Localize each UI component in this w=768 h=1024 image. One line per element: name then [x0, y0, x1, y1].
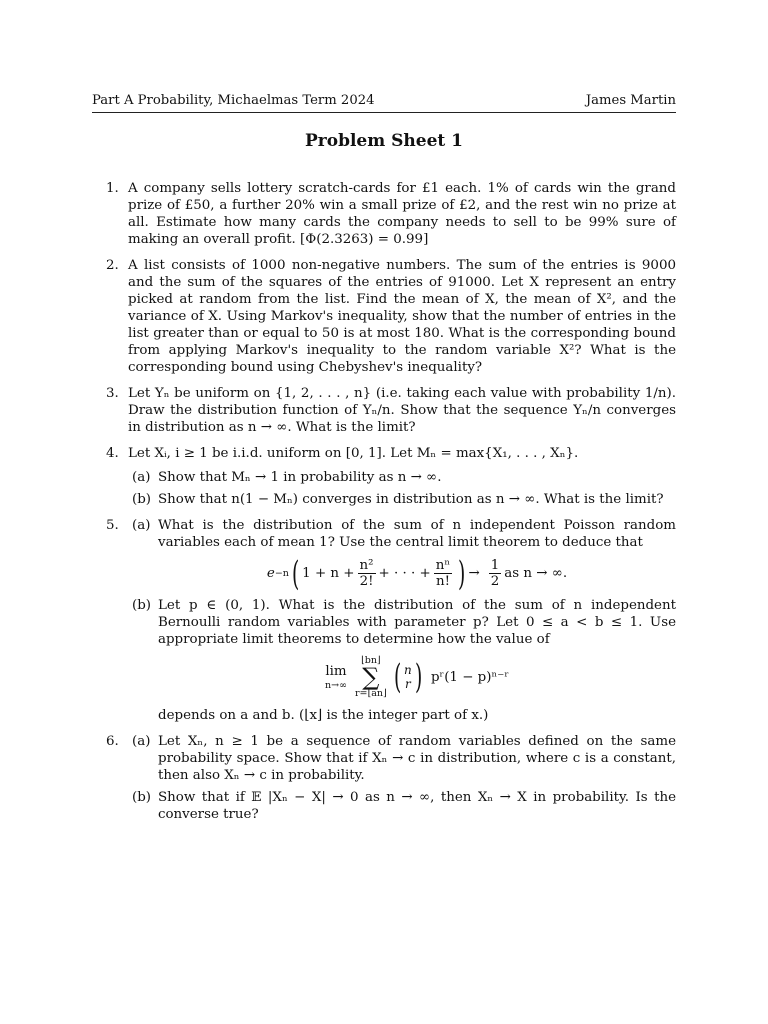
problem-4-part-b [128, 491, 676, 508]
part-label: (a) [132, 470, 151, 485]
problem-number: 5. [106, 518, 119, 533]
part-label: (a) [132, 518, 151, 533]
part-text: Show that Mₙ → 1 in probability as n → ∞. [158, 470, 442, 485]
frac-num: nⁿ [435, 558, 451, 573]
problem-number: 2. [106, 258, 119, 273]
page-title: Problem Sheet 1 [304, 131, 463, 151]
eq-term: pʳ(1 − p)ⁿ⁻ʳ [430, 669, 509, 685]
frac-den: n! [435, 574, 450, 589]
problem-1 [92, 180, 676, 248]
problem-number: 1. [106, 181, 119, 196]
frac-den: 2! [359, 574, 374, 589]
problem-3 [92, 385, 676, 436]
problem-number: 6. [106, 734, 119, 749]
problem-number: 4. [106, 446, 119, 461]
frac-num: 1 [490, 558, 500, 573]
problem-2 [92, 257, 676, 376]
part-text: Show that n(1 − Mₙ) converges in distribution as n → ∞. What is the limit? [158, 492, 664, 507]
part-text: Let Xₙ, n ≥ 1 be a sequence of random variables defined on the same probability space. Show that if Xₙ → c in distribution, where c is a constant, then also Xₙ → c in probability. [158, 734, 676, 783]
eq-dots: + · · · + [378, 566, 431, 581]
eq-terms: 1 + n + [302, 566, 355, 581]
eq-frac-nn [434, 558, 452, 589]
header-course: Part A Probability, Michaelmas Term 2024 [92, 93, 375, 108]
part-label: (b) [132, 598, 152, 613]
binom-top: n [403, 663, 412, 677]
problem-number: 3. [106, 386, 119, 401]
frac-den: 2 [490, 574, 500, 589]
eq-frac-half [489, 558, 502, 589]
problem-5-part-b [128, 597, 676, 724]
sum-upper: ⌊bn⌋ [361, 655, 381, 666]
part-label: (a) [132, 734, 151, 749]
lim-word: lim [325, 664, 347, 679]
page-header [92, 92, 676, 109]
eq-frac-n2 [358, 558, 376, 589]
equation-poisson-limit: e −n ( 1 + n + $\frac{\text{n²}}{2!}$ + · · · + $\frac{\text{nⁿ}}{n!}$ ) → $\frac{1}{2}$ as n → ∞. [266, 553, 568, 594]
part-text: Let p ∈ (0, 1). What is the distribution of the sum of n independent Bernoulli random variables with parameter p? Let 0 ≤ a < b ≤ 1. Use appropriate limit theorems to determine how the value of [158, 598, 676, 647]
part-text-continued: depends on a and b. (⌊x⌋ is the integer part of x.) [158, 708, 489, 723]
equation-binomial-limit [158, 655, 676, 699]
lim-sub: n→∞ [325, 680, 347, 691]
problem-4-part-a [128, 469, 676, 486]
part-label: (b) [132, 492, 152, 507]
problem-list [92, 180, 676, 832]
eq-binom-close: ) [414, 657, 422, 697]
problem-4 [92, 445, 676, 508]
sum-lower: r=⌊an⌋ [355, 688, 387, 699]
eq-sum [355, 655, 387, 699]
binom-bottom: r [404, 677, 411, 691]
problem-6-part-a [128, 733, 676, 784]
eq-paren-open: ( [291, 553, 300, 594]
part-text: What is the distribution of the sum of n independent Poisson random variables each of mean 1? Use the central limit theorem to deduce that [158, 518, 676, 550]
problem-6 [92, 733, 676, 823]
header-rule [92, 112, 676, 113]
header-author: James Martin [585, 93, 676, 108]
part-text: Show that if 𝔼 |Xₙ − X| → 0 as n → ∞, then Xₙ → X in probability. Is the converse true? [158, 790, 676, 822]
eq-lim [325, 663, 347, 691]
problem-text: A list consists of 1000 non-negative numbers. The sum of the entries is 9000 and the sum of the squares of the entries of 91000. Let X represent an entry picked at random from the list. Find the mean of X, the mean of X², and the variance of X. Using Markov's inequality, show that the number of entries in the list greater than or equal to 50 is at most 180. What is the corresponding bound from applying Markov's inequality to the random variable X²? What is the corresponding bound using Chebyshev's inequality? [128, 258, 676, 375]
eq-binom [404, 663, 412, 691]
eq-arrow: → [468, 566, 480, 581]
eq-binom-open: ( [393, 657, 401, 697]
frac-num: n² [359, 558, 374, 573]
eq-paren-close: ) [458, 553, 466, 594]
sum-sigma: ∑ [362, 663, 380, 691]
problem-5-part-a [128, 517, 676, 594]
problem-text: Let Xᵢ, i ≥ 1 be i.i.d. uniform on [0, 1]. Let Mₙ = max{X₁, . . . , Xₙ}. [128, 446, 579, 461]
problem-6-part-b [128, 789, 676, 823]
eq-exp: e [266, 566, 275, 581]
problem-text: Let Yₙ be uniform on {1, 2, . . . , n} (i.e. taking each value with probability 1/n). Draw the distribution function of Yₙ/n. Show that the sequence Yₙ/n converges in distribution as n → ∞. What is the limit? [128, 386, 676, 435]
eq-tail: as n → ∞. [504, 566, 568, 581]
part-label: (b) [132, 790, 152, 805]
problem-text: A company sells lottery scratch-cards for £1 each. 1% of cards win the grand prize of £50, a further 20% win a small prize of £2, and the rest win no prize at all. Estimate how many cards the company needs to sell to be 99% sure of making an overall profit. [Φ(2.3263) = 0.99] [128, 181, 676, 247]
problem-5 [92, 517, 676, 724]
problem-parts [128, 469, 676, 508]
